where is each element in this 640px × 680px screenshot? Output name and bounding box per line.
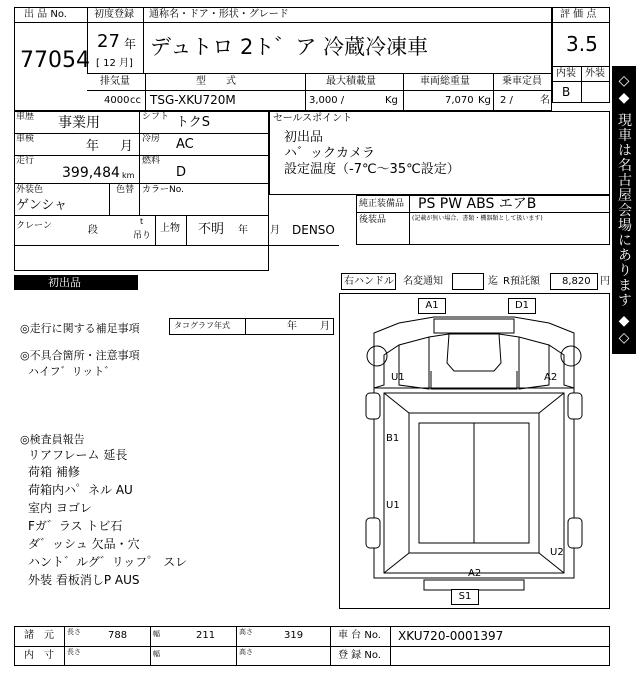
reg-no-label: 登 録 No. xyxy=(338,650,381,661)
genuine-value: PS PW ABS エアB xyxy=(418,196,537,212)
upright-month: 月 xyxy=(270,225,280,236)
lot-number: 77054 xyxy=(20,48,90,73)
sales-line-3: 設定温度（-7℃～35℃設定） xyxy=(284,162,460,177)
model-label: 型 式 xyxy=(196,76,236,87)
mark-d1: D1 xyxy=(508,298,536,314)
mark-b1: B1 xyxy=(386,433,400,444)
gross-weight-unit: Kg xyxy=(478,95,491,106)
history-value: 事業用 xyxy=(58,115,100,131)
fuel-label: 燃料 xyxy=(142,156,161,166)
aftermarket-note: (記載が無い場合、書類・機器類として扱います) xyxy=(412,215,543,222)
first-listing-badge xyxy=(14,275,138,290)
reg-year-unit: 年 xyxy=(124,37,137,51)
max-load-unit: Kg xyxy=(385,95,398,106)
lot-label: 出 品 No. xyxy=(24,9,67,20)
width-label: 幅 xyxy=(153,630,160,638)
aftermarket-label: 後装品 xyxy=(359,215,387,225)
upright-value: 不明 xyxy=(198,222,225,237)
color-no-label: 色替 xyxy=(116,185,135,195)
capacity-value: 2 / xyxy=(500,95,513,106)
mileage-label: 走行 xyxy=(16,156,35,166)
inspection-year: 年 xyxy=(86,139,100,154)
vehicle-damage-diagram xyxy=(339,293,610,609)
r-deposit-label: R預託額 xyxy=(503,276,540,287)
location-sidebar-text: ◇◆ 現車は名古屋会場にあります ◆◇ xyxy=(616,73,632,347)
first-listing-text: 初出品 xyxy=(48,276,81,289)
genuine-label: 純正装備品 xyxy=(359,199,405,209)
interior-grade: B xyxy=(562,85,571,99)
crane-tsuri: 吊り xyxy=(133,231,152,241)
displacement-unit: cc xyxy=(130,95,141,106)
inspector-line-7: ハント゛ルグ゛リッフ゜ スレ xyxy=(28,555,188,569)
inspector-line-2: 荷箱 補修 xyxy=(28,465,80,479)
inspector-line-3: 荷箱内ハ゜ネル AU xyxy=(28,483,133,497)
grade-value: 3.5 xyxy=(566,32,598,56)
tacho-month: 月 xyxy=(320,321,330,332)
steering-value: 右ハンドル xyxy=(344,276,394,287)
history-label: 車歴 xyxy=(16,112,35,122)
reg-month: [ 12 月] xyxy=(96,58,133,69)
color-value: ゲンシャ xyxy=(16,198,68,213)
chassis-label: 車 台 No. xyxy=(338,630,381,641)
height-value: 319 xyxy=(284,630,304,641)
inner-label: 内 寸 xyxy=(24,650,54,661)
inner-length-label: 長さ xyxy=(67,648,81,656)
vehicle-name: デュトロ 2ト゛ア 冷蔵冷凍車 xyxy=(150,35,429,59)
displacement-label: 排気量 xyxy=(100,76,130,87)
sales-point-label: セールスポイント xyxy=(273,113,353,124)
reg-year: 27 xyxy=(97,31,120,52)
driving-section-label: ◎走行に関する補足事項 xyxy=(20,322,140,335)
inner-height-label: 高さ xyxy=(239,648,253,656)
color-label: 外装色 xyxy=(16,185,44,195)
width-value: 211 xyxy=(196,630,216,641)
r-deposit-unit: 円 xyxy=(600,276,610,287)
name-change-box xyxy=(452,273,484,290)
crane-dan: 段 xyxy=(88,225,98,236)
mark-a2-front: A2 xyxy=(544,372,558,383)
mileage-value: 399,484 xyxy=(62,165,120,181)
truck-outline-svg xyxy=(339,293,610,609)
crane-label: クレーン xyxy=(16,221,52,231)
ac-label: 冷房 xyxy=(142,134,161,144)
mark-a2-rear: A2 xyxy=(468,568,482,579)
capacity-unit: 名 xyxy=(540,95,550,106)
inspection-month: 月 xyxy=(120,139,134,154)
exterior-label: 外装 xyxy=(585,68,605,79)
gross-weight-label: 車両総重量 xyxy=(420,76,470,87)
color-code-label: カラーNo. xyxy=(142,185,184,195)
shift-label: シフト xyxy=(142,112,170,122)
inspector-line-8: 外装 看板消しP AUS xyxy=(28,573,140,587)
mark-u2: U2 xyxy=(550,547,564,558)
mark-a1: A1 xyxy=(418,298,446,314)
spec-label: 諸 元 xyxy=(24,630,54,641)
height-label: 高さ xyxy=(239,628,253,636)
location-sidebar xyxy=(612,66,636,354)
chassis-value: XKU720-0001397 xyxy=(398,629,504,643)
capacity-label: 乗車定員 xyxy=(502,76,542,87)
sales-line-1: 初出品 xyxy=(284,130,324,145)
ac-value: AC xyxy=(176,137,194,152)
tacho-year: 年 xyxy=(287,321,297,332)
shift-value: トクS xyxy=(176,115,210,130)
inner-width-label: 幅 xyxy=(153,650,160,658)
max-load-label: 最大積載量 xyxy=(326,76,376,87)
model-code: TSG-XKU720M xyxy=(150,93,236,107)
mark-u1-front: U1 xyxy=(391,372,405,383)
inspector-line-4: 室内 ヨゴレ xyxy=(28,501,92,515)
gross-weight-value: 7,070 xyxy=(445,95,474,106)
tacho-label: タコグラフ年式 xyxy=(174,321,230,330)
upright-maker: DENSO xyxy=(292,223,335,237)
r-deposit-value: 8,820 xyxy=(562,276,591,287)
defects-section-label: ◎不具合箇所・注意事項 xyxy=(20,349,140,362)
defect-line-1: ハイフ゛リット゛ xyxy=(28,365,116,378)
name-change-label: 名変通知 xyxy=(403,276,443,287)
fuel-value: D xyxy=(176,165,187,180)
sales-line-2: ハ゛ックカメラ xyxy=(284,146,376,161)
length-label: 長さ xyxy=(67,628,81,636)
upright-label: 上物 xyxy=(160,223,180,234)
inspector-line-6: ダ゛ッシュ 欠品・穴 xyxy=(28,537,140,551)
first-reg-label: 初度登録 xyxy=(94,9,134,20)
upright-year: 年 xyxy=(238,225,248,236)
inspector-section-label: ◎検査員報告 xyxy=(20,433,85,446)
length-value: 788 xyxy=(108,630,128,641)
model-desc-label: 通称名・ドア・形状・グレード xyxy=(149,9,289,20)
mark-u1-rear: U1 xyxy=(386,500,400,511)
max-load-value: 3,000 / xyxy=(309,95,345,106)
inspector-line-1: リアフレーム 延長 xyxy=(28,448,128,462)
mark-s1: S1 xyxy=(451,589,479,605)
lost-label: 迄 xyxy=(488,276,498,287)
grade-label: 評 価 点 xyxy=(560,9,597,20)
inspection-label: 車検 xyxy=(16,134,35,144)
crane-t: t xyxy=(140,217,144,226)
inspector-line-5: Fガ゛ラス トビ石 xyxy=(28,519,123,533)
mileage-unit: km xyxy=(122,171,135,180)
displacement-value: 4000 xyxy=(104,95,130,106)
interior-label: 内装 xyxy=(556,68,576,79)
